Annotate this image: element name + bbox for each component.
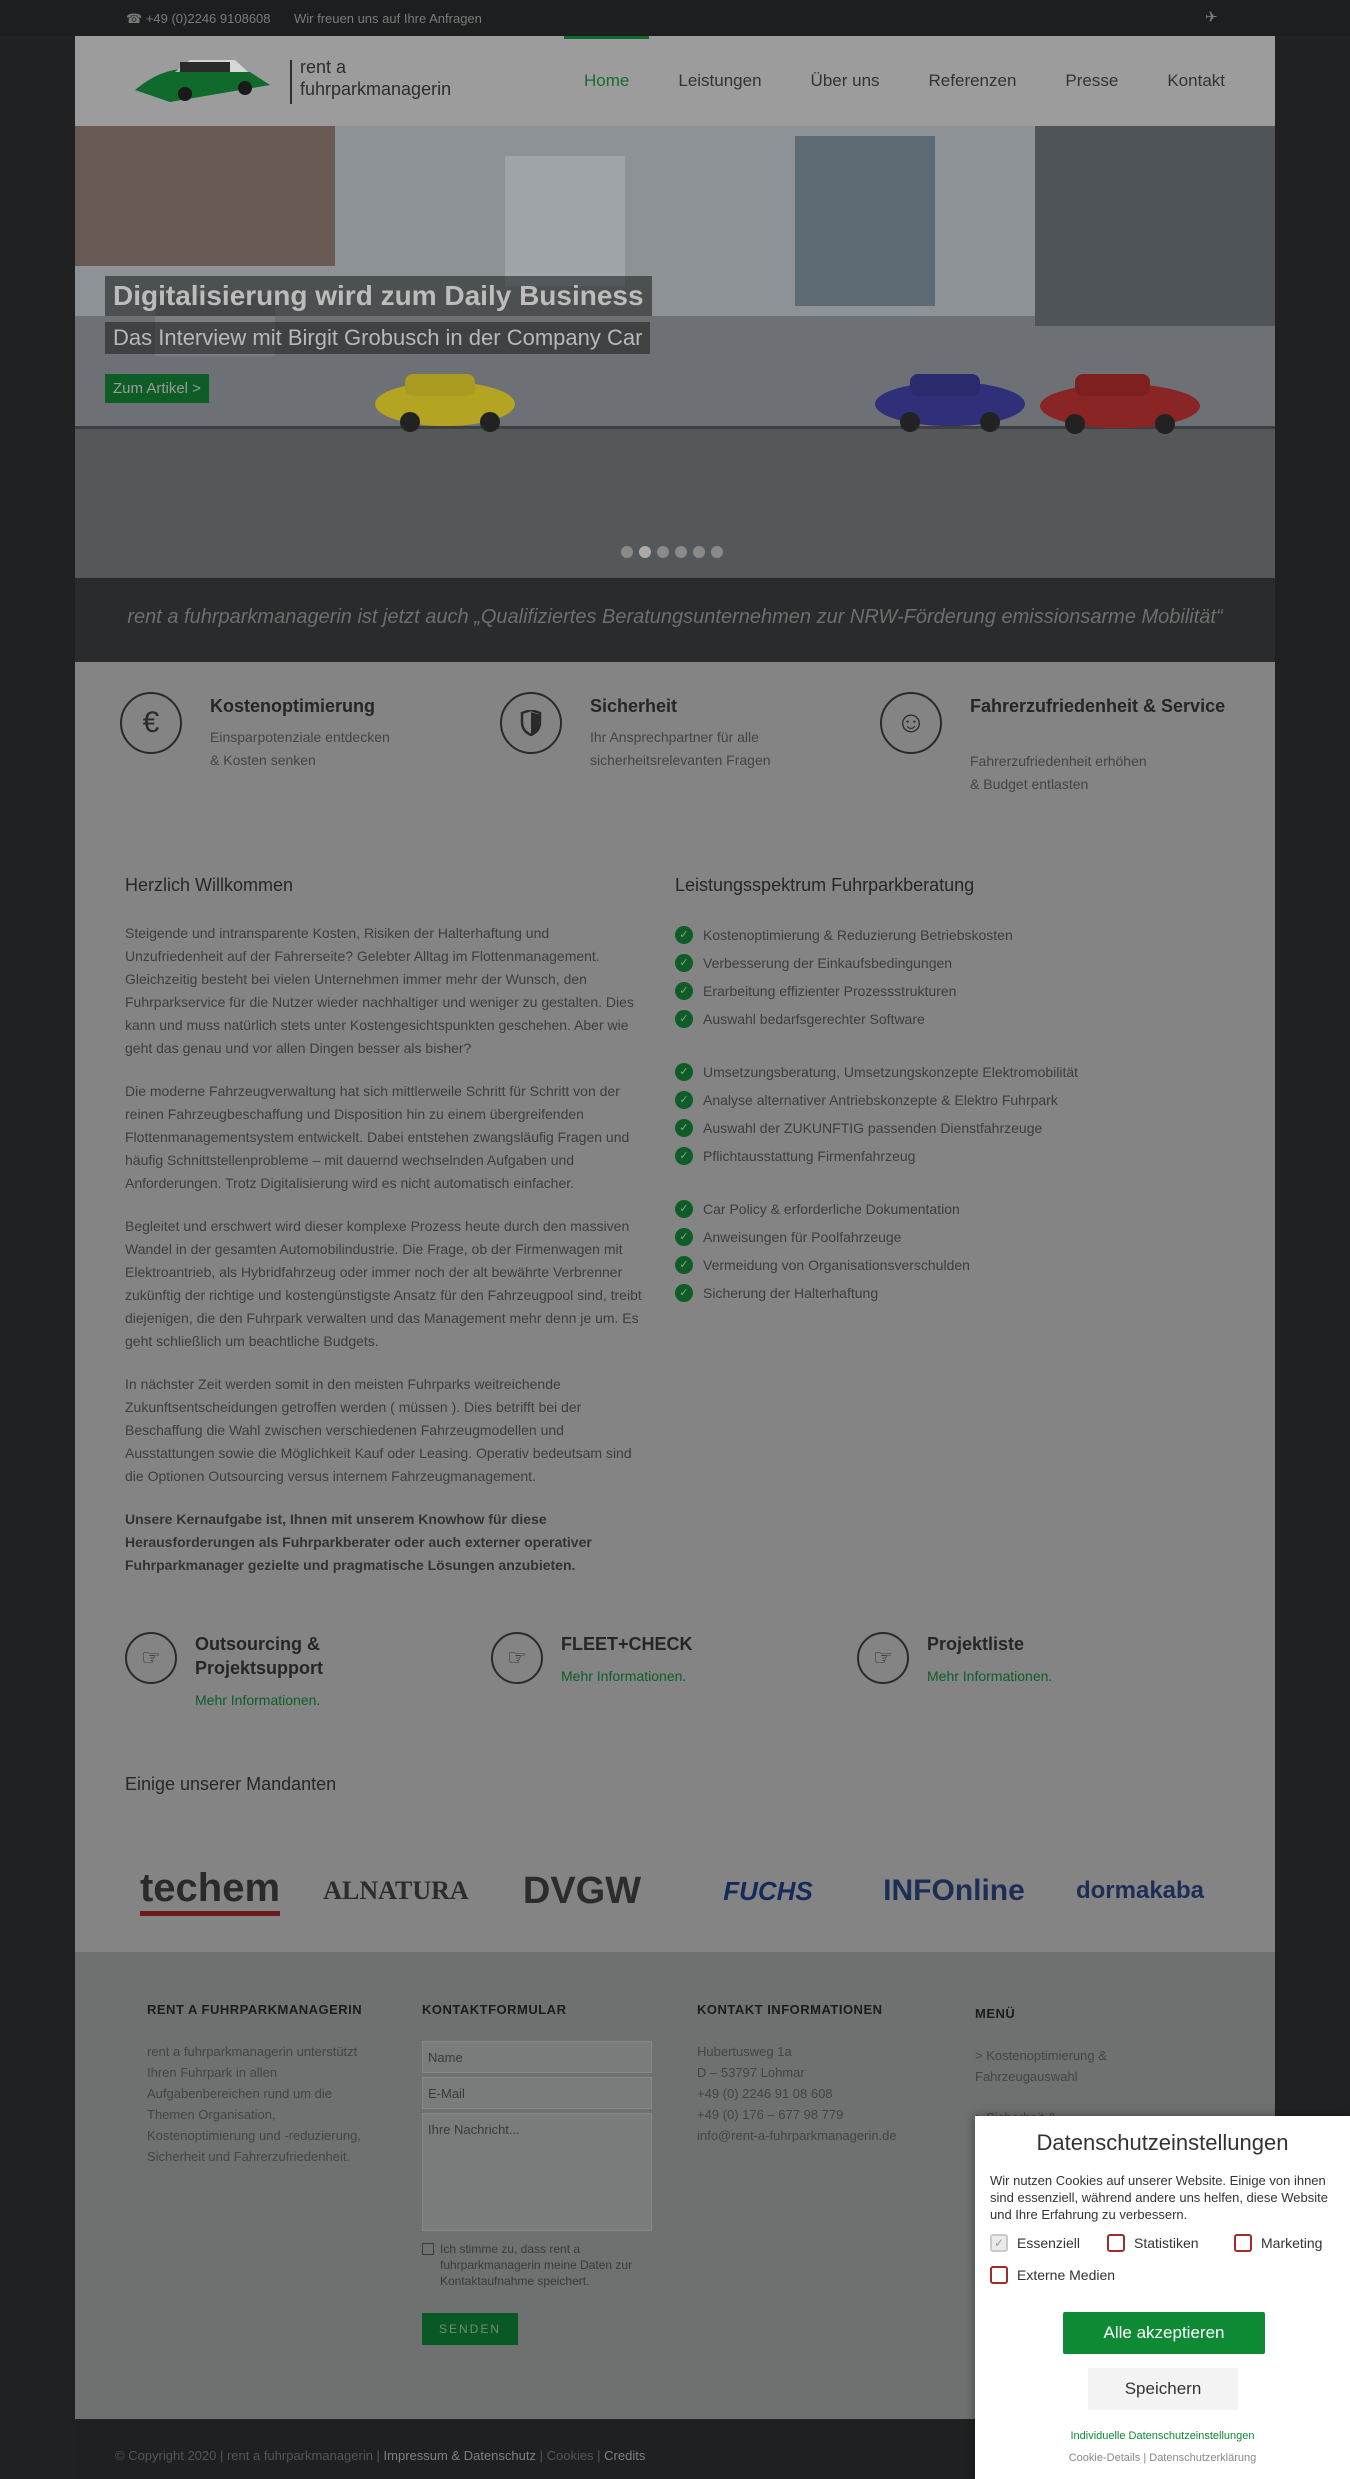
phone-line[interactable]: +49 (0) 2246 91 08 608 (697, 2086, 833, 2101)
thumbs-up-icon: ☞ (491, 1632, 543, 1684)
welcome-paragraph: In nächster Zeit werden somit in den meisten Fuhrparks weitreichende Zukunftsentscheidungen getroffen werden ( müssen ). Dies betrifft bei der Beschaffung die Wahl zwischen verschiedenen Fahrzeugmodellen und Ausstattungen sowie die Möglichkeit Kauf oder Leasing. Operativ bedeutsam sind die Optionen Outsourcing versus internem Fahrzeugmanagement. (125, 1376, 632, 1484)
check-icon: ✓ (675, 1119, 693, 1137)
list-item-text: Car Policy & erforderliche Dokumentation (703, 1201, 960, 1217)
thumbs-up-icon: ☞ (857, 1632, 909, 1684)
cookie-consent-dialog (975, 2116, 1350, 2479)
list-item-text: Kostenoptimierung & Reduzierung Betriebskosten (703, 927, 1013, 943)
logo-line-2: fuhrparkmanagerin (300, 79, 452, 99)
slide-subtitle: Das Interview mit Birgit Grobusch in der Company Car (105, 322, 650, 354)
slide-title: Digitalisierung wird zum Daily Business (105, 276, 652, 316)
accept-all-button[interactable]: Alle akzeptieren (1063, 2312, 1265, 2354)
client-logo-dormakaba[interactable]: dormakaba (1075, 1877, 1205, 1904)
list-item-text: Erarbeitung effizienter Prozessstrukturen (703, 983, 957, 999)
footer-heading: MENÜ (975, 2006, 1016, 2021)
client-logo-techem[interactable]: techem (125, 1846, 295, 1936)
name-input[interactable]: Name (422, 2041, 652, 2073)
checkbox-box[interactable] (990, 2266, 1008, 2284)
checkbox-box[interactable] (1234, 2234, 1252, 2252)
cookie-details-link[interactable]: Cookie-Details (1068, 2452, 1141, 2464)
checkbox-box[interactable] (1107, 2234, 1125, 2252)
slider-dot[interactable] (657, 546, 669, 558)
welcome-text (125, 922, 645, 1597)
nav-leistungen[interactable]: Leistungen (678, 71, 762, 90)
nav-ueber-uns[interactable]: Über uns (810, 71, 880, 90)
feature-desc-line: Ihr Ansprechpartner für alle (590, 729, 759, 745)
nav-kontakt[interactable]: Kontakt (1167, 71, 1225, 90)
list-item (675, 1114, 1225, 1142)
logo-car-icon (130, 50, 280, 110)
cookie-option-media[interactable]: Externe Medien (990, 2266, 1115, 2284)
check-icon: ✓ (675, 1228, 693, 1246)
services-heading: Leistungsspektrum Fuhrparkberatung (675, 875, 975, 895)
box-projektliste (857, 1632, 1217, 1732)
list-item-text: Auswahl bedarfsgerechter Software (703, 1011, 925, 1027)
footer-heading: RENT A FUHRPARKMANAGERIN (147, 2002, 363, 2017)
list-item (675, 1142, 1225, 1170)
welcome-paragraph: Die moderne Fahrzeugverwaltung hat sich mittlerweile Schritt für Schritt von der reinen Fahrzeugbeschaffung und Disposition hin zu einem übergreifenden Flottenmanagementsystem entwickelt. Dabei entstehen zwangsläufig Fragen und häufig Schnittstellenprobleme – mit dauernd wechselnden Aufgaben und Anforderungen. Trotz Digitalisierung wird es nicht automatisch einfacher. (125, 1083, 630, 1191)
page-wrapper (75, 36, 1275, 2419)
box-title: Projektliste (927, 1634, 1025, 1654)
cookie-option-statistics[interactable]: Statistiken (1107, 2234, 1199, 2252)
email-link[interactable]: info@rent-a-fuhrparkmanagerin.de (697, 2128, 897, 2143)
site-header (75, 36, 1275, 126)
client-logo-fuchs[interactable]: FUCHS (723, 1875, 813, 1906)
client-logo-alnatura[interactable]: ALNATURA (323, 1876, 469, 1905)
clients-heading: Einige unserer Mandanten (125, 1774, 337, 1794)
feature-title: Fahrerzufriedenheit & Service (970, 696, 1226, 716)
email-input[interactable]: E-Mail (422, 2077, 652, 2109)
feature-desc-line: sicherheitsrelevanten Fragen (590, 752, 771, 768)
cookie-description: Wir nutzen Cookies auf unserer Website. Einige von ihnen sind essenziell, während andere uns helfen, diese Website und Ihre Erfahrung zu verbessern. (990, 2173, 1328, 2222)
list-item-text: Umsetzungsberatung, Umsetzungskonzepte Elektromobilität (703, 1064, 1079, 1080)
checkbox-box[interactable] (422, 2243, 434, 2255)
list-item (675, 1223, 1225, 1251)
slider-dot[interactable] (675, 546, 687, 558)
footer-contact-form (422, 2002, 652, 2345)
list-item (675, 1058, 1225, 1086)
welcome-heading: Herzlich Willkommen (125, 875, 294, 895)
slider-dots (621, 546, 729, 558)
box-outsourcing (125, 1632, 485, 1732)
top-bar (0, 0, 1350, 36)
box-title (195, 1632, 395, 1680)
footer-heading: KONTAKT INFORMATIONEN (697, 2002, 883, 2017)
feature-desc-line: Fahrerzufriedenheit erhöhen (970, 753, 1147, 769)
list-item-text: Verbesserung der Einkaufsbedingungen (703, 955, 953, 971)
logo-line-1: rent a (300, 57, 347, 77)
services-list (675, 921, 1225, 1307)
twitter-icon[interactable]: ✈ (1205, 9, 1218, 26)
check-icon: ✓ (675, 1256, 693, 1274)
list-item-text: Pflichtausstattung Firmenfahrzeug (703, 1148, 916, 1164)
footer-menu-item[interactable]: > Kostenoptimierung & Fahrzeugauswahl (975, 2048, 1107, 2084)
welcome-core-task: Unsere Kernaufgabe ist, Ihnen mit unserem Knowhow für diese Herausforderungen als Fuhrparkberater oder auch externer operativer Fuhrparkmanager gezielte und pragmatische Lösungen anzubieten. (125, 1511, 592, 1573)
list-item (675, 1279, 1225, 1307)
euro-icon: € (120, 692, 182, 754)
feature-desc (970, 750, 1200, 796)
topbar-hint: Wir freuen uns auf Ihre Anfragen (294, 11, 482, 26)
imprint-link[interactable]: Impressum & Datenschutz (383, 2448, 536, 2463)
check-icon: ✓ (675, 1147, 693, 1165)
phone-info[interactable]: ☎ +49 (0)2246 9108608 (126, 11, 271, 26)
address-line: Hubertusweg 1a (697, 2044, 792, 2059)
address-line: D – 53797 Lohmar (697, 2065, 805, 2080)
mobile-line[interactable]: +49 (0) 176 – 677 98 779 (697, 2107, 844, 2122)
list-item (675, 921, 1225, 949)
feature-sicherheit (500, 692, 860, 812)
feature-desc-line: & Kosten senken (210, 752, 316, 768)
nav-referenzen[interactable]: Referenzen (928, 71, 1017, 90)
check-icon: ✓ (675, 926, 693, 944)
welcome-paragraph: Steigende und intransparente Kosten, Risiken der Halterhaftung und Unzufriedenheit auf der Fahrerseite? Gelebter Alltag im Flottenmanagement. Gleichzeitig besteht bei vielen Unternehmen immer mehr der Wunsch, den Fuhrparkservice für die Nutzer wieder nachhaltiger und weniger zu gestalten. Dies kann und muss natürlich stets unter Kostengesichtspunkten geschehen. Aber wie geht das genau und vor allen Dingen besser als bisher? (125, 925, 634, 1056)
logo-text (300, 56, 451, 100)
credits-link[interactable]: Credits (604, 2448, 646, 2463)
feature-kostenoptimierung (120, 692, 480, 812)
list-item (675, 949, 1225, 977)
consent-checkbox[interactable] (422, 2241, 652, 2289)
nav-home[interactable]: Home (584, 36, 629, 126)
list-item-text: Auswahl der ZUKUNFTIG passenden Dienstfahrzeuge (703, 1120, 1043, 1136)
slider-dot[interactable] (693, 546, 705, 558)
logo-divider (290, 60, 292, 104)
consent-text: Ich stimme zu, dass rent a fuhrparkmanagerin meine Daten zur Kontaktaufnahme speichert. (440, 2242, 633, 2288)
feature-title: Kostenoptimierung (210, 696, 375, 716)
cookie-option-marketing[interactable]: Marketing (1234, 2234, 1322, 2252)
cookie-title: Datenschutzeinstellungen (1036, 2130, 1289, 2155)
welcome-paragraph: Begleitet und erschwert wird dieser komplexe Prozess heute durch den massiven Wandel in der gesamten Automobilindustrie. Die Frage, ob der Firmenwagen mit Elektroantrieb, als Hybridfahrzeug oder immer noch der alt bewährte Verbrenner zukünftig der richtige und kostengünstigste Ansatz für den Fahrzeugpool sind, treibt diejenigen, die den Fuhrpark verwalten und das Management mehr denn je um. Es geht schließlich um beachtliche Budgets. (125, 1218, 642, 1349)
client-logo-dvgw[interactable]: DVGW (522, 1869, 642, 1912)
check-icon: ✓ (675, 1063, 693, 1081)
feature-fahrerzufriedenheit (880, 692, 1240, 812)
footer-about-text: rent a fuhrparkmanagerin unterstützt Ihren Fuhrpark in allen Aufgabenbereichen rund um die Themen Organisation, Kostenoptimierung und -reduzierung, Sicherheit und Fahrerzufriedenheit. (147, 2044, 361, 2164)
message-textarea[interactable]: Ihre Nachricht... (422, 2113, 652, 2231)
list-item-text: Analyse alternativer Antriebskonzepte & Elektro Fuhrpark (703, 1092, 1058, 1108)
main-nav (535, 36, 1225, 126)
more-info-link[interactable]: Mehr Informationen. (195, 1692, 321, 1708)
save-button[interactable]: Speichern (1088, 2368, 1238, 2410)
shield-icon (500, 692, 562, 754)
send-button[interactable]: SENDEN (422, 2313, 518, 2345)
feature-desc (210, 726, 440, 772)
list-item-text: Sicherung der Halterhaftung (703, 1285, 879, 1301)
cookies-link[interactable]: Cookies (546, 2448, 594, 2463)
check-icon: ✓ (675, 954, 693, 972)
list-item (675, 977, 1225, 1005)
check-icon: ✓ (675, 1200, 693, 1218)
feature-desc-line: & Budget entlasten (970, 776, 1089, 792)
list-item (675, 1086, 1225, 1114)
slider-dot[interactable] (639, 546, 651, 558)
feature-title: Sicherheit (590, 696, 678, 716)
checkbox-checked-icon[interactable]: ✓ (990, 2234, 1008, 2252)
box-title-line: Projektsupport (195, 1658, 324, 1678)
check-icon: ✓ (675, 1091, 693, 1109)
list-item (675, 1005, 1225, 1033)
nav-presse[interactable]: Presse (1065, 71, 1119, 90)
list-item-text: Anweisungen für Poolfahrzeuge (703, 1229, 902, 1245)
list-item-text: Vermeidung von Organisationsverschulden (703, 1257, 970, 1273)
copyright-line: © Copyright 2020 | rent a fuhrparkmanagerin | Impressum & Datenschutz | Cookies | Credits (115, 2448, 646, 2463)
list-item (675, 1195, 1225, 1223)
footer-contact-info (697, 2002, 927, 2146)
slide-article-button[interactable]: Zum Artikel > (105, 374, 209, 403)
feature-desc-line: Einsparpotenziale entdecken (210, 729, 390, 745)
box-title: FLEET+CHECK (561, 1634, 693, 1654)
individual-settings-link[interactable]: Individuelle Datenschutzeinstellungen (1070, 2430, 1255, 2442)
check-icon: ✓ (675, 1284, 693, 1302)
more-info-link[interactable]: Mehr Informationen. (927, 1668, 1053, 1684)
cookie-option-essential[interactable]: ✓ Essenziell (990, 2234, 1080, 2252)
check-icon: ✓ (675, 982, 693, 1000)
copyright: © Copyright 2020 | rent a fuhrparkmanagerin | (115, 2448, 384, 2463)
thumbs-up-icon: ☞ (125, 1632, 177, 1684)
hero-slider[interactable] (75, 126, 1275, 578)
box-fleet-check (491, 1632, 851, 1732)
slider-dot[interactable] (711, 546, 723, 558)
smiley-icon: ☺ (880, 692, 942, 754)
info-banner: rent a fuhrparkmanagerin ist jetzt auch „Qualifiziertes Beratungsunternehmen zur NRW-Förderung emissionsarme Mobilität“ (75, 578, 1275, 662)
list-item (675, 1251, 1225, 1279)
footer-heading: KONTAKTFORMULAR (422, 2002, 567, 2017)
clients-logos (125, 1836, 1225, 1946)
logo[interactable] (130, 50, 452, 110)
phone-number[interactable]: +49 (0)2246 9108608 (145, 11, 271, 26)
check-icon: ✓ (675, 1010, 693, 1028)
box-title-line: Outsourcing & (195, 1634, 320, 1654)
slider-dot[interactable] (621, 546, 633, 558)
privacy-policy-link[interactable]: Datenschutzerklärung (1149, 2452, 1257, 2464)
more-info-link[interactable]: Mehr Informationen. (561, 1668, 687, 1684)
cookie-links: Cookie-Details | Datenschutzerklärung (1068, 2452, 1257, 2464)
client-logo-infonline[interactable]: INFOnline (883, 1874, 1025, 1907)
feature-desc (590, 726, 820, 772)
footer-about (147, 2002, 377, 2167)
